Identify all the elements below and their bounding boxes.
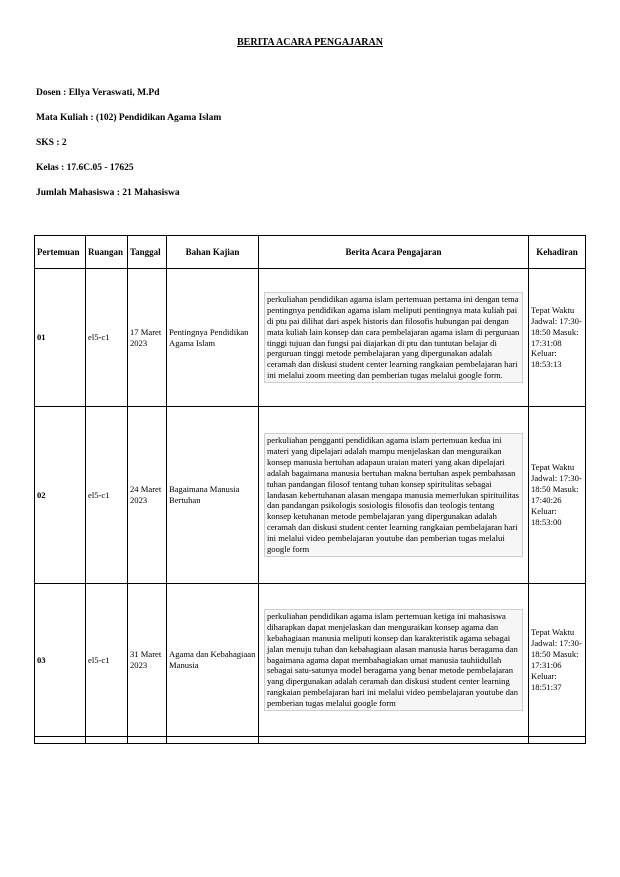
cell-pertemuan: 01 [35,269,86,407]
berita-acara-table [34,235,586,744]
header-kehadiran: Kehadiran [529,236,586,269]
table-header-row [35,236,586,269]
cell-empty [529,737,586,744]
meta-mata-kuliah: Mata Kuliah : (102) Pendidikan Agama Islam [36,113,222,123]
cell-berita-acara [259,269,529,407]
cell-empty [259,737,529,744]
cell-empty [167,737,259,744]
meta-jumlah-mahasiswa: Jumlah Mahasiswa : 21 Mahasiswa [36,188,180,198]
table-row [35,407,586,584]
cell-pertemuan: 03 [35,584,86,737]
cell-empty [128,737,167,744]
cell-bahan-kajian: Pentingnya Pendidikan Agama Islam [167,269,259,407]
header-pertemuan: Pertemuan [35,236,86,269]
cell-bahan-kajian: Bagaimana Manusia Bertuhan [167,407,259,584]
table-row [35,269,586,407]
cell-empty [35,737,86,744]
cell-ruangan: el5-c1 [86,407,128,584]
cell-kehadiran: Tepat Waktu Jadwal: 17:30-18:50 Masuk: 17:40:26 Keluar: 18:53:00 [529,407,586,584]
cell-bahan-kajian: Agama dan Kebahagiaan Manusia [167,584,259,737]
meta-dosen: Dosen : Ellya Veraswati, M.Pd [36,88,160,98]
cell-pertemuan: 02 [35,407,86,584]
cell-ruangan: el5-c1 [86,269,128,407]
cell-ruangan: el5-c1 [86,584,128,737]
cell-tanggal: 31 Maret 2023 [128,584,167,737]
cell-empty [86,737,128,744]
berita-acara-text: perkuliahan pendidikan agama islam pertemuan ketiga ini mahasiswa diharapkan dapat menjelaskan dan menguraikan konsep agama dan kebahagiaan manusia meliputi konsep dan karakteristik agama sebagai jalan menuju tuhan dan kebahagiaan alasan manusia harus beragama dan bagaimana agama dapat membahagiakan umat manusia tauhiidullah sebagai satu-satunya model beragama yang benar metode pembelajaran yang dipergunakan adalah ceramah dan diskusi student center learning rangkaian pembelajaran hari ini melalui video pembelajaran youtube dan pemberian tugas melalui google form [264,609,523,711]
berita-acara-text: perkuliahan pengganti pendidikan agama islam pertemuan kedua ini materi yang dipelajari adalah mampu menjelaskan dan menguraikan konsep manusia bertuhan adapaun uraian materi yang akan dipelajari adalah bagaimana manusia bertuhan makna bertuhan aspek pembahasan tuhan pandangan filosof tentang tuhan konsep spiritulitas sebagai landasan kebertuhanan alasan mengapa manusia memerlukan spirituilitas dan pandangan psikologis sosiologis filosofis dan teologis tentang konsep ketuhanan metode pembelajaran yang dipergunakan adalah ceramah dan diskusi student center learning rangkaian pembelajaran hari ini melalui video pembelajaran youtube dan pemberian tugas melalui google form [264,433,523,557]
header-bahan-kajian: Bahan Kajian [167,236,259,269]
header-tanggal: Tanggal [128,236,167,269]
document-title: BERITA ACARA PENGAJARAN [237,37,383,48]
table-row-cutoff [35,737,586,744]
table-row [35,584,586,737]
cell-berita-acara [259,407,529,584]
cell-tanggal: 24 Maret 2023 [128,407,167,584]
cell-tanggal: 17 Maret 2023 [128,269,167,407]
berita-acara-text: perkuliahan pendidikan agama islam pertemuan pertama ini dengan tema pentingnya pendidikan agama islam meliputi pentingnya mata kuliah pai di ptu pai dilihat dari aspek historis dan filosofis hubungan pai dengan mata kuliah lain konsep dan cara pembelajaran agama islam di perguruan tinggi tujuan dan fungsi pai diajarkan di ptu dan tuntutan belajar di perguruan tinggi metode pembelajaran yang dipergunakan adalah ceramah dan diskusi student center learning rangkaian pembelajaran hari ini melalui zoom meeting dan pemberian tugas melalui google form. [264,292,523,383]
cell-kehadiran: Tepat Waktu Jadwal: 17:30-18:50 Masuk: 17:31:08 Keluar: 18:53:13 [529,269,586,407]
cell-kehadiran: Tepat Waktu Jadwal: 17:30-18:50 Masuk: 17:31:06 Keluar: 18:51:37 [529,584,586,737]
meta-kelas: Kelas : 17.6C.05 - 17625 [36,163,134,173]
meta-sks: SKS : 2 [36,138,67,148]
cell-berita-acara [259,584,529,737]
header-ruangan: Ruangan [86,236,128,269]
header-berita-acara: Berita Acara Pengajaran [259,236,529,269]
